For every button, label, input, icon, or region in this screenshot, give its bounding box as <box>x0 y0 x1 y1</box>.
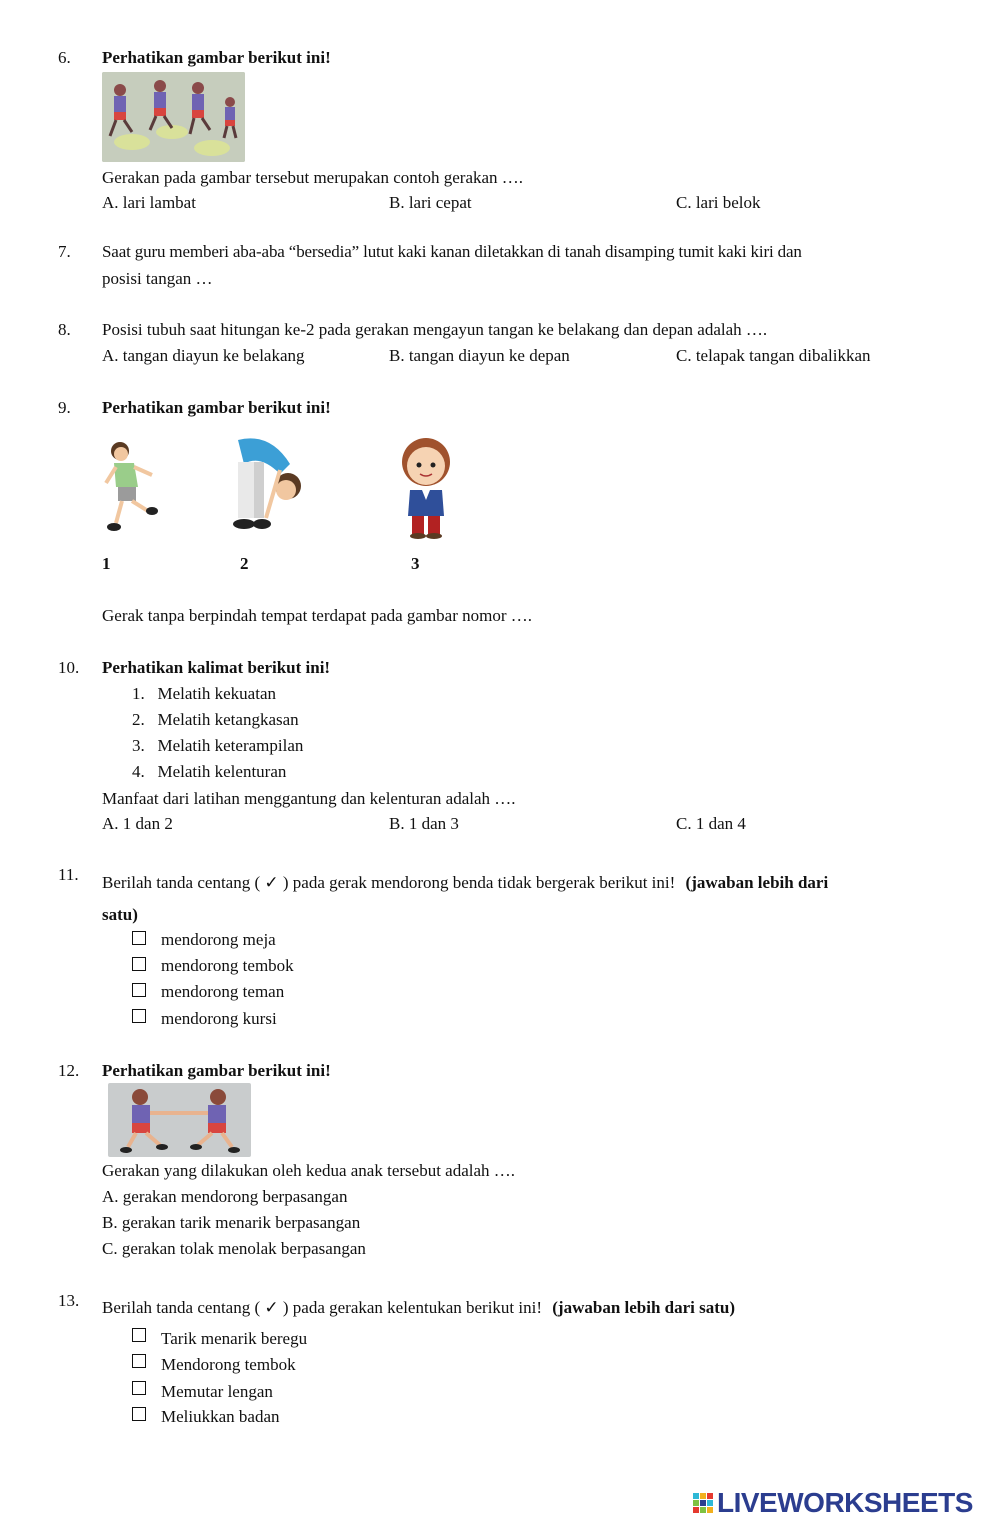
liveworksheets-logo[interactable] <box>693 1487 993 1521</box>
q13-checkbox-3[interactable] <box>132 1381 146 1395</box>
q7-question-line2: posisi tangan … <box>102 269 213 288</box>
q13-checkbox-2[interactable] <box>132 1354 146 1368</box>
q9-image-standing-boy <box>396 434 456 540</box>
q6-running-children-image <box>102 72 245 162</box>
q12-number: 12. <box>58 1061 80 1080</box>
q6-question: Gerakan pada gambar tersebut merupakan contoh gerakan …. <box>102 168 524 187</box>
q11-note: (jawaban lebih dari <box>685 873 829 892</box>
q11-choice-2: mendorong tembok <box>161 956 294 975</box>
q9-prompt: Perhatikan gambar berikut ini! <box>102 398 331 417</box>
q8-option-c: C. telapak tangan dibalikkan <box>676 346 871 365</box>
q11-checkbox-4[interactable] <box>132 1009 146 1023</box>
q9-image-bending-boy <box>230 434 305 534</box>
q10-item-3: 3. Melatih keterampilan <box>132 736 304 755</box>
q10-prompt: Perhatikan kalimat berikut ini! <box>102 658 331 677</box>
q6-option-b: B. lari cepat <box>389 193 472 212</box>
q9-label-1: 1 <box>102 554 111 573</box>
q10-item-4: 4. Melatih kelenturan <box>132 762 287 781</box>
liveworksheets-logo-icon <box>693 1493 715 1515</box>
q7-question-line1: Saat guru memberi aba-aba “bersedia” lutut kaki kanan diletakkan di tanah disamping tumit kaki kiri dan <box>102 242 802 261</box>
q13-note: (jawaban lebih dari satu) <box>552 1298 736 1317</box>
q13-choice-4: Meliukkan badan <box>161 1407 280 1426</box>
q9-number: 9. <box>58 398 71 417</box>
q11-checkbox-2[interactable] <box>132 957 146 971</box>
q13-choice-2: Mendorong tembok <box>161 1355 296 1374</box>
q8-number: 8. <box>58 320 71 339</box>
q12-option-b: B. gerakan tarik menarik berpasangan <box>102 1213 361 1232</box>
q10-option-c: C. 1 dan 4 <box>676 814 746 833</box>
q8-question: Posisi tubuh saat hitungan ke-2 pada gerakan mengayun tangan ke belakang dan depan adalah …. <box>102 320 768 339</box>
q11-number: 11. <box>58 865 79 884</box>
liveworksheets-logo-text: LIVEWORKSHEETS <box>717 1487 973 1518</box>
q6-option-a: A. lari lambat <box>102 193 196 212</box>
q8-option-a: A. tangan diayun ke belakang <box>102 346 305 365</box>
q9-label-3: 3 <box>411 554 420 573</box>
q6-number: 6. <box>58 48 71 67</box>
q10-option-b: B. 1 dan 3 <box>389 814 459 833</box>
q13-instruction-line <box>102 1298 735 1318</box>
q12-option-a: A. gerakan mendorong berpasangan <box>102 1187 348 1206</box>
q10-item-2: 2. Melatih ketangkasan <box>132 710 299 729</box>
q6-option-c: C. lari belok <box>676 193 761 212</box>
q11-note-cont: satu) <box>102 905 138 924</box>
q13-checkbox-4[interactable] <box>132 1407 146 1421</box>
q12-prompt: Perhatikan gambar berikut ini! <box>102 1061 331 1080</box>
q10-item-1: 1. Melatih kekuatan <box>132 684 276 703</box>
q13-checkbox-1[interactable] <box>132 1328 146 1342</box>
q11-choice-1: mendorong meja <box>161 930 276 949</box>
q9-image-running-boy <box>100 437 162 537</box>
q13-choice-1: Tarik menarik beregu <box>161 1329 308 1348</box>
q12-option-c: C. gerakan tolak menolak berpasangan <box>102 1239 366 1258</box>
q12-two-children-image <box>108 1083 251 1157</box>
q10-number: 10. <box>58 658 80 677</box>
q8-option-b: B. tangan diayun ke depan <box>389 346 570 365</box>
q10-option-a: A. 1 dan 2 <box>102 814 173 833</box>
q7-number: 7. <box>58 242 71 261</box>
q11-checkbox-3[interactable] <box>132 983 146 997</box>
q11-checkbox-1[interactable] <box>132 931 146 945</box>
q11-instruction-line1 <box>102 873 828 893</box>
q9-question: Gerak tanpa berpindah tempat terdapat pada gambar nomor …. <box>102 606 533 625</box>
q13-number: 13. <box>58 1291 80 1310</box>
q9-label-2: 2 <box>240 554 249 573</box>
q11-choice-3: mendorong teman <box>161 982 285 1001</box>
q11-instruction: Berilah tanda centang ( ✓ ) pada gerak mendorong benda tidak bergerak berikut ini! <box>102 873 676 892</box>
q13-instruction: Berilah tanda centang ( ✓ ) pada gerakan kelentukan berikut ini! <box>102 1298 543 1317</box>
q13-choice-3: Memutar lengan <box>161 1382 273 1401</box>
q12-question: Gerakan yang dilakukan oleh kedua anak tersebut adalah …. <box>102 1161 516 1180</box>
q11-choice-4: mendorong kursi <box>161 1009 277 1028</box>
q6-prompt: Perhatikan gambar berikut ini! <box>102 48 331 67</box>
q10-question: Manfaat dari latihan menggantung dan kelenturan adalah …. <box>102 789 516 808</box>
